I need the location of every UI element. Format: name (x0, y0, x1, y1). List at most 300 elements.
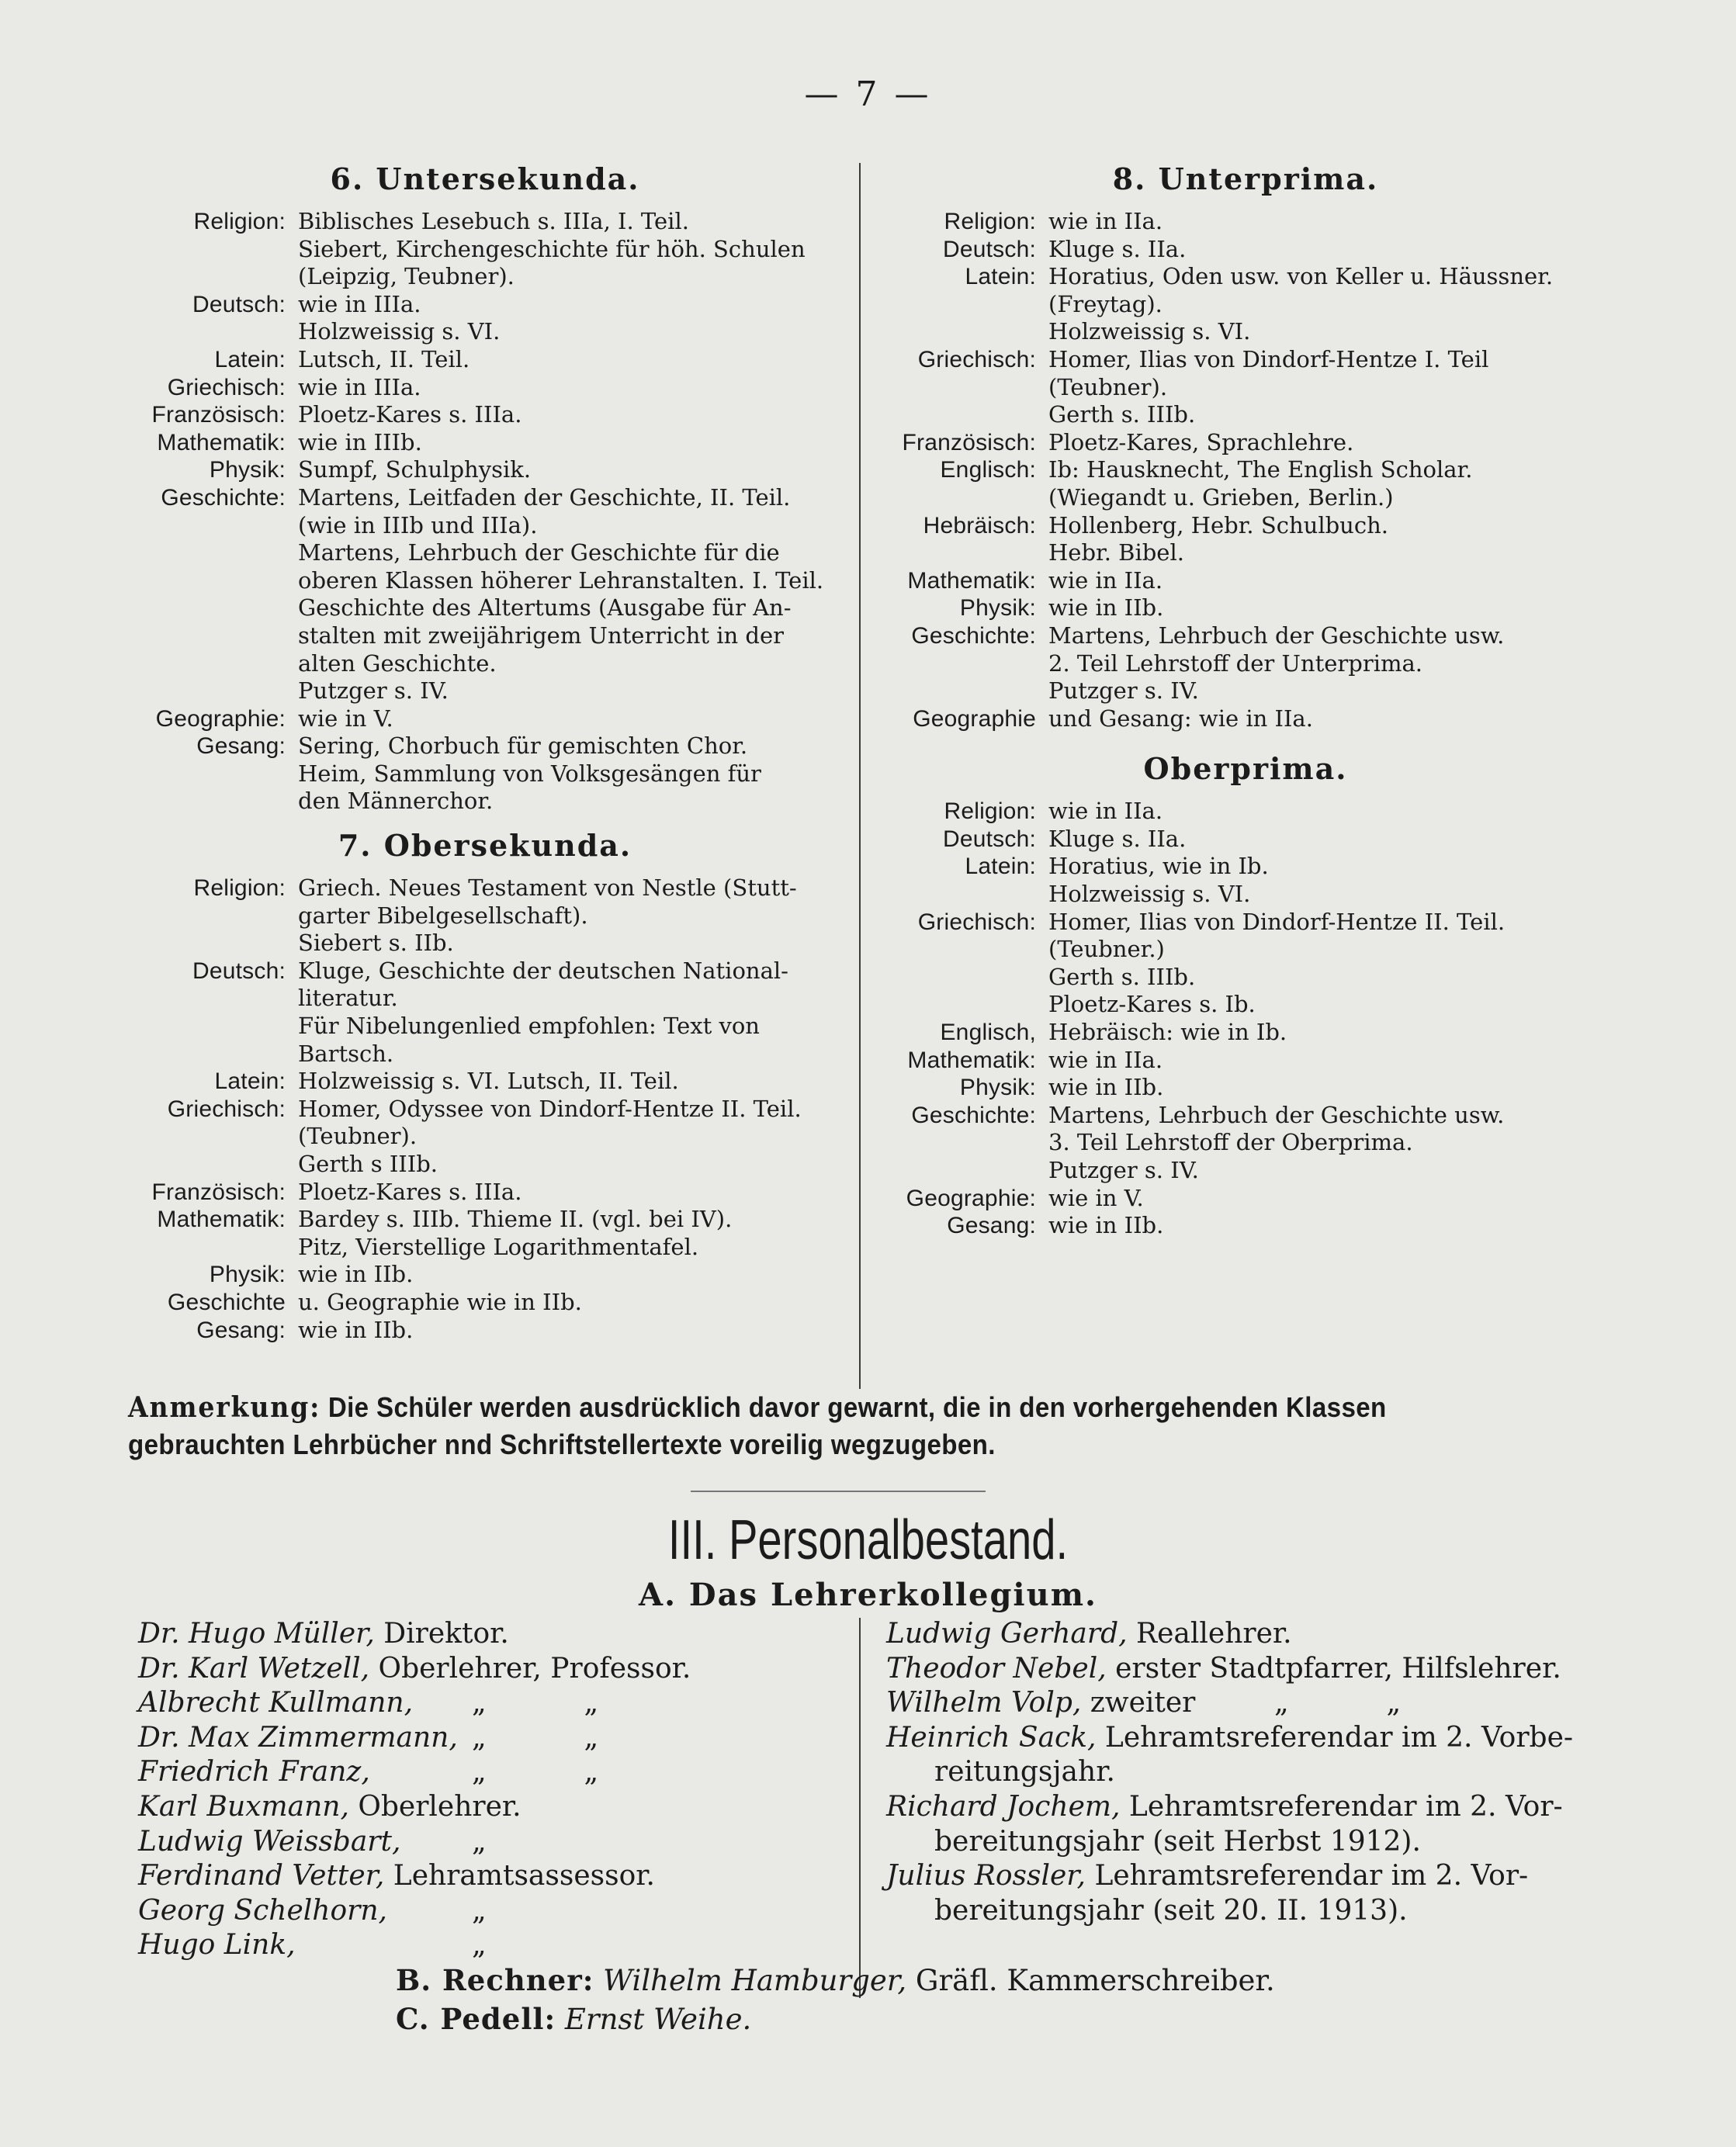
staff-member (886, 1686, 1585, 1721)
staff-member (138, 1617, 852, 1652)
subject-label (124, 1013, 286, 1041)
staff-list-right (886, 1617, 1585, 1928)
subject-label: Griechisch: (167, 1096, 286, 1122)
staff-name: Dr. Hugo Müller, (138, 1618, 375, 1650)
book-entry: Homer, Ilias von Dindorf-Hentze I. Teil (1048, 345, 1489, 372)
staff-name: Ludwig Weissbart, (138, 1825, 401, 1858)
book-entry: wie in IIb. (298, 1261, 414, 1288)
book-entry: Geschichte des Altertums (Ausgabe für An- (298, 594, 792, 622)
book-entry: Putzger s. IV. (1048, 677, 1199, 705)
horizontal-rule (691, 1491, 986, 1492)
book-entry: stalten mit zweijährigem Unterricht in der (298, 622, 785, 649)
subject-line (124, 788, 846, 816)
subject-label (873, 991, 1036, 1019)
subject-line (873, 936, 1618, 964)
subject-line (124, 1068, 846, 1096)
book-entry: Bardey s. IIIb. Thieme II. (vgl. bei IV). (298, 1206, 733, 1233)
obersekunda-list (124, 874, 846, 1344)
staff-member (886, 1617, 1585, 1652)
book-entry: Lutsch, II. Teil. (298, 345, 470, 372)
book-entry: wie in V. (1048, 1184, 1144, 1211)
rechner-label: B. Rechner: (396, 1963, 594, 1997)
subject-line (873, 909, 1618, 937)
subject-label (124, 263, 286, 291)
book-entry: alten Geschichte. (298, 649, 497, 677)
staff-member (138, 1652, 852, 1687)
staff-name: Friedrich Franz, (138, 1756, 370, 1789)
subject-line (873, 236, 1618, 264)
subject-label (124, 512, 286, 540)
subject-label: Gesang: (196, 1317, 286, 1343)
staff-name: Julius Rossler, (886, 1860, 1086, 1892)
book-entry: wie in IIIa. (298, 373, 421, 400)
book-entry: Ploetz-Kares s. IIIa. (298, 1178, 522, 1205)
staff-role: Lehramtsreferendar im 2. Vor- (1120, 1790, 1563, 1823)
subject-line (873, 622, 1618, 650)
staff-name: Theodor Nebel, (886, 1652, 1107, 1685)
book-entry: wie in IIb. (1048, 1212, 1164, 1239)
staff-member (138, 1825, 852, 1860)
subject-line (124, 1013, 846, 1041)
subject-line (124, 705, 846, 733)
book-entry: wie in IIa. (1048, 1046, 1163, 1073)
staff-role: Reallehrer. (1127, 1618, 1292, 1650)
staff-list-left (138, 1617, 852, 1963)
staff-role: Lehramtsassessor. (384, 1860, 655, 1892)
staff-name: Richard Jochem, (886, 1790, 1121, 1823)
subject-label (124, 650, 286, 678)
subject-label (124, 236, 286, 264)
note-text: Die Schüler werden ausdrücklich davor gewarnt, die in den vorhergehenden Klassen gebrauchten Lehrbücher nnd Schriftstellertexte voreilig wegzugeben. (128, 1391, 1387, 1460)
subject-label (873, 964, 1036, 992)
book-entry: wie in V. (298, 705, 393, 732)
subject-label (124, 539, 286, 567)
subject-label: Physik: (959, 595, 1036, 622)
book-entry: (Wiegandt u. Grieben, Berlin.) (1048, 483, 1394, 511)
subject-label: Griechisch: (167, 374, 286, 400)
subject-label: Geschichte: (911, 1102, 1036, 1128)
subject-line (124, 208, 846, 236)
subject-label (873, 318, 1036, 346)
subject-label (873, 936, 1036, 964)
subject-line (873, 677, 1618, 705)
oberprima-list (873, 798, 1618, 1240)
subject-line (124, 318, 846, 346)
subject-label (873, 291, 1036, 319)
ditto-mark: „ „ (472, 1721, 599, 1754)
subject-line (124, 985, 846, 1013)
note-label: Anmerkung: (128, 1391, 321, 1424)
subject-label: Gesang: (196, 733, 286, 760)
ditto-mark: „ „ (1274, 1687, 1402, 1719)
subject-line (873, 650, 1618, 678)
book-entry: Holzweissig s. VI. Lutsch, II. Teil. (298, 1068, 679, 1095)
subject-line (873, 594, 1618, 622)
book-entry: Sering, Chorbuch für gemischten Chor. (298, 732, 748, 760)
subject-line (873, 1047, 1618, 1075)
subject-line (124, 1206, 846, 1234)
subject-line (124, 291, 846, 319)
book-entry: wie in IIa. (1048, 208, 1163, 234)
subject-label: Hebräisch: (923, 512, 1036, 538)
rechner-name: Wilhelm Hamburger, (603, 1964, 907, 1997)
book-entry: Bartsch. (298, 1040, 394, 1067)
book-entry: literatur. (298, 985, 398, 1012)
staff-member (138, 1755, 852, 1790)
subject-line (873, 991, 1618, 1019)
book-entry: Holzweissig s. VI. (298, 318, 501, 345)
right-column (873, 161, 1618, 1240)
subject-label: Latein: (965, 264, 1036, 290)
subject-label (124, 318, 286, 346)
subject-label: Französisch: (902, 429, 1036, 455)
subject-label: Griechisch: (917, 909, 1036, 935)
subject-label: Mathematik: (907, 1047, 1036, 1073)
book-entry: Gerth s. IIIb. (1048, 963, 1196, 990)
book-entry: Kluge, Geschichte der deutschen National- (298, 957, 788, 984)
subject-label: Deutsch: (192, 291, 286, 317)
pedell-label: C. Pedell: (396, 2002, 556, 2036)
subject-line (124, 594, 846, 622)
staff-member (138, 1686, 852, 1721)
book-entry: Homer, Ilias von Dindorf-Hentze II. Teil. (1048, 908, 1506, 935)
book-entry: Holzweissig s. VI. (1048, 881, 1251, 908)
ditto-mark: „ „ (472, 1687, 599, 1719)
book-entry: 3. Teil Lehrstoff der Oberprima. (1048, 1129, 1413, 1156)
book-entry: Kluge s. IIa. (1048, 235, 1187, 262)
book-entry: garter Bibelgesellschaft). (298, 902, 588, 929)
staff-role: Oberlehrer. (348, 1790, 521, 1823)
book-entry: Martens, Lehrbuch der Geschichte für die (298, 539, 780, 566)
pedell-name: Ernst Weihe. (564, 2003, 752, 2036)
unterprima-list (873, 208, 1618, 732)
column-divider (859, 163, 861, 1389)
book-entry: Martens, Lehrbuch der Geschichte usw. (1048, 1101, 1505, 1128)
subject-line (873, 567, 1618, 595)
subject-label: Latein: (214, 1068, 286, 1095)
subject-line (124, 1179, 846, 1207)
subject-line (873, 1019, 1618, 1047)
subject-label (124, 930, 286, 957)
subject-line (873, 826, 1618, 854)
book-entry: Martens, Lehrbuch der Geschichte usw. (1048, 622, 1505, 649)
subject-line (873, 512, 1618, 540)
subject-line (124, 622, 846, 650)
subject-label (124, 760, 286, 788)
subject-line (124, 484, 846, 512)
subject-line (124, 1234, 846, 1262)
subject-label (124, 902, 286, 930)
subject-line (124, 374, 846, 402)
section-title-oberprima: Oberprima. (1143, 751, 1348, 787)
staff-name: Ludwig Gerhard, (886, 1618, 1128, 1650)
book-entry: wie in IIb. (1048, 594, 1164, 622)
subject-line (873, 853, 1618, 881)
subject-line (873, 429, 1618, 457)
subject-label: Religion: (944, 798, 1036, 825)
subject-line (124, 1151, 846, 1179)
book-entry: Heim, Sammlung von Volksgesängen für (298, 760, 761, 787)
subject-label (873, 881, 1036, 909)
staff-member (138, 1790, 852, 1825)
subject-line (124, 650, 846, 678)
book-entry: (Leipzig, Teubner). (298, 263, 515, 290)
subject-label (124, 594, 286, 622)
part-title: III. Personalbestand. (667, 1509, 1069, 1571)
subject-label: Geographie: (155, 705, 286, 732)
book-entry: Griech. Neues Testament von Nestle (Stutt- (298, 874, 797, 902)
subject-label: Geschichte (167, 1289, 286, 1315)
section-title-unterprima: 8. Unterprima. (1112, 161, 1379, 196)
subject-label: Physik: (209, 1262, 286, 1288)
subject-line (124, 677, 846, 705)
subject-line (124, 236, 846, 264)
staff-name: Hugo Link, (138, 1929, 296, 1962)
subject-line (124, 512, 846, 540)
subject-line (124, 456, 846, 484)
subject-label: Latein: (214, 346, 286, 372)
subject-label: Deutsch: (943, 236, 1036, 262)
subject-line (124, 1317, 846, 1345)
subject-line (124, 263, 846, 291)
subject-line (124, 732, 846, 760)
subject-label: Gesang: (947, 1213, 1036, 1239)
ditto-mark: „ (472, 1825, 487, 1858)
subject-label (873, 484, 1036, 512)
book-entry: Horatius, Oden usw. von Keller u. Häussner. (1048, 263, 1554, 290)
subject-label: Physik: (959, 1075, 1036, 1101)
staff-name: Dr. Karl Wetzell, (138, 1652, 370, 1685)
subject-line (873, 964, 1618, 992)
book-entry: wie in IIIa. (298, 290, 421, 317)
subject-label: Französisch: (151, 402, 286, 428)
staff-name: Albrecht Kullmann, (138, 1687, 414, 1719)
subject-line (124, 1041, 846, 1068)
subject-line (124, 346, 846, 374)
staff-role: erster Stadtpfarrer, Hilfslehrer. (1106, 1652, 1561, 1685)
book-entry: Kluge s. IIa. (1048, 825, 1187, 852)
book-entry: Ploetz-Kares s. Ib. (1048, 991, 1256, 1018)
subject-line (873, 1102, 1618, 1130)
subject-line (124, 401, 846, 429)
staff-role: Direktor. (374, 1618, 509, 1650)
rechner-role: Gräfl. Kammerschreiber. (906, 1964, 1275, 1997)
subject-line (873, 374, 1618, 402)
book-entry: (Teubner.) (1048, 936, 1165, 963)
book-entry: und Gesang: wie in IIa. (1048, 705, 1313, 732)
subject-label (873, 374, 1036, 402)
book-entry: Horatius, wie in Ib. (1048, 853, 1269, 880)
subject-label: Geschichte: (911, 622, 1036, 649)
subject-line (873, 881, 1618, 909)
subject-label (124, 788, 286, 816)
subject-label: Griechisch: (917, 346, 1036, 372)
staff-member (886, 1652, 1585, 1687)
subject-label: Mathematik: (157, 1207, 286, 1233)
book-entry: u. Geographie wie in IIb. (298, 1288, 582, 1315)
page-number: — 7 — (804, 74, 932, 114)
book-entry: oberen Klassen höherer Lehranstalten. I. Teil. (298, 566, 824, 594)
staff-role: Lehramtsreferendar im 2. Vorbe- (1096, 1721, 1574, 1754)
book-entry: Hebr. Bibel. (1048, 539, 1184, 566)
subject-line (873, 539, 1618, 567)
staff-member (886, 1790, 1585, 1825)
staff-role: Lehramtsreferendar im 2. Vor- (1086, 1860, 1529, 1892)
ditto-mark: „ „ (472, 1756, 599, 1789)
staff-name: Heinrich Sack, (886, 1721, 1097, 1754)
subject-label (124, 567, 286, 595)
book-entry: Ploetz-Kares s. IIIa. (298, 401, 522, 428)
subject-label: Englisch, (940, 1020, 1036, 1046)
book-entry: Ib: Hausknecht, The English Scholar. (1048, 456, 1473, 483)
staff-role: zweiter (1081, 1687, 1196, 1719)
subject-line (873, 1129, 1618, 1157)
book-entry: Gerth s. IIIb. (1048, 401, 1196, 428)
book-entry: Ploetz-Kares, Sprachlehre. (1048, 428, 1354, 455)
subject-line (873, 798, 1618, 826)
pedell-line (396, 2000, 751, 2038)
staff-role-continuation: bereitungsjahr (seit 20. II. 1913). (934, 1894, 1408, 1927)
subject-label (873, 650, 1036, 678)
book-entry: (Teubner). (1048, 373, 1168, 400)
staff-name: Wilhelm Volp, (886, 1687, 1082, 1719)
book-entry: Hollenberg, Hebr. Schulbuch. (1048, 511, 1388, 538)
subject-line (873, 1185, 1618, 1213)
staff-role-continuation: bereitungsjahr (seit Herbst 1912). (934, 1825, 1421, 1858)
subject-line (124, 1289, 846, 1317)
book-entry: Siebert s. IIb. (298, 930, 454, 957)
book-entry: Siebert, Kirchengeschichte für höh. Schulen (298, 235, 806, 262)
subject-label (873, 1157, 1036, 1185)
subject-label: Physik: (209, 457, 286, 483)
book-entry: wie in IIIb. (298, 428, 422, 455)
book-entry: Hebräisch: wie in Ib. (1048, 1019, 1287, 1046)
subject-line (124, 957, 846, 985)
subject-line (873, 456, 1618, 484)
book-entry: Putzger s. IV. (298, 677, 449, 705)
book-entry: Putzger s. IV. (1048, 1157, 1199, 1183)
book-entry: 2. Teil Lehrstoff der Unterprima. (1048, 649, 1422, 677)
subject-label: Geographie: (906, 1185, 1036, 1211)
staff-member (886, 1721, 1585, 1756)
subject-label (124, 1041, 286, 1068)
subject-line (124, 1261, 846, 1289)
subject-line (873, 484, 1618, 512)
staff-name: Georg Schelhorn, (138, 1894, 387, 1927)
subject-label (873, 401, 1036, 429)
staff-column-divider (859, 1618, 861, 1998)
staff-member (886, 1859, 1585, 1894)
subject-line (124, 1123, 846, 1151)
subject-line (873, 208, 1618, 236)
subject-label (873, 677, 1036, 705)
book-entry: Martens, Leitfaden der Geschichte, II. Teil. (298, 483, 791, 511)
book-entry: Holzweissig s. VI. (1048, 318, 1251, 345)
subject-label (124, 622, 286, 650)
subject-label: Religion: (193, 875, 286, 902)
subject-line (124, 567, 846, 595)
subject-label: Mathematik: (907, 567, 1036, 594)
subject-line (873, 1157, 1618, 1185)
subject-line (873, 401, 1618, 429)
subject-label: Geographie (913, 705, 1036, 732)
subject-line (124, 1096, 846, 1124)
subject-line (873, 318, 1618, 346)
subject-label: Latein: (965, 854, 1036, 880)
book-entry: Sumpf, Schulphysik. (298, 456, 532, 483)
untersekunda-list (124, 208, 846, 816)
subject-label (873, 539, 1036, 567)
staff-name: Dr. Max Zimmermann, (138, 1721, 458, 1754)
book-entry: Biblisches Lesebuch s. IIIa, I. Teil. (298, 208, 689, 234)
staff-role-continuation: reitungsjahr. (934, 1756, 1115, 1789)
subject-line (873, 346, 1618, 374)
subject-label: Französisch: (151, 1179, 286, 1205)
staff-member (138, 1928, 852, 1963)
book-entry: (Freytag). (1048, 290, 1163, 317)
subject-label: Deutsch: (943, 826, 1036, 852)
book-entry: Gerth s IIIb. (298, 1151, 438, 1177)
subject-line (124, 902, 846, 930)
subject-line (873, 1074, 1618, 1102)
staff-member (138, 1894, 852, 1929)
subject-line (124, 539, 846, 567)
ditto-mark: „ (472, 1929, 487, 1962)
subject-line (873, 291, 1618, 319)
book-entry: Homer, Odyssee von Dindorf-Hentze II. Teil. (298, 1095, 802, 1122)
subject-label (124, 1151, 286, 1179)
subject-label: Religion: (944, 209, 1036, 234)
book-entry: Pitz, Vierstellige Logarithmentafel. (298, 1233, 699, 1260)
staff-member (138, 1859, 852, 1894)
staff-name: Karl Buxmann, (138, 1790, 349, 1823)
subject-line (124, 874, 846, 902)
subject-label (124, 677, 286, 705)
subject-line (124, 429, 846, 457)
subject-label (124, 1123, 286, 1151)
book-entry: wie in IIa. (1048, 798, 1163, 825)
subject-label (873, 1129, 1036, 1157)
subject-label: Geschichte: (161, 484, 286, 511)
subject-label: Religion: (193, 209, 286, 234)
book-entry: (Teubner). (298, 1123, 418, 1150)
subject-line (873, 263, 1618, 291)
staff-role: Oberlehrer, Professor. (369, 1652, 691, 1685)
left-column (124, 161, 846, 1344)
book-entry: den Männerchor. (298, 788, 494, 815)
staff-member (138, 1721, 852, 1756)
subject-label: Englisch: (940, 457, 1036, 483)
book-entry: wie in IIb. (298, 1316, 414, 1343)
staff-name: Ferdinand Vetter, (138, 1860, 385, 1892)
book-entry: Für Nibelungenlied empfohlen: Text von (298, 1013, 760, 1040)
subject-label: Mathematik: (157, 429, 286, 455)
subject-label: Deutsch: (192, 957, 286, 984)
book-entry: wie in IIb. (1048, 1074, 1164, 1101)
note-paragraph (128, 1389, 1471, 1463)
subject-line (124, 930, 846, 957)
book-entry: (wie in IIIb und IIIa). (298, 511, 538, 538)
subject-line (124, 760, 846, 788)
section-title-untersekunda: 6. Untersekunda. (330, 161, 640, 196)
subject-label (124, 1234, 286, 1262)
subject-label (124, 985, 286, 1013)
subpart-title: A. Das Lehrerkollegium. (639, 1577, 1097, 1613)
rechner-line (396, 1962, 1275, 2000)
subject-line (873, 1212, 1618, 1240)
subject-line (873, 705, 1618, 733)
section-title-obersekunda: 7. Obersekunda. (338, 828, 632, 864)
